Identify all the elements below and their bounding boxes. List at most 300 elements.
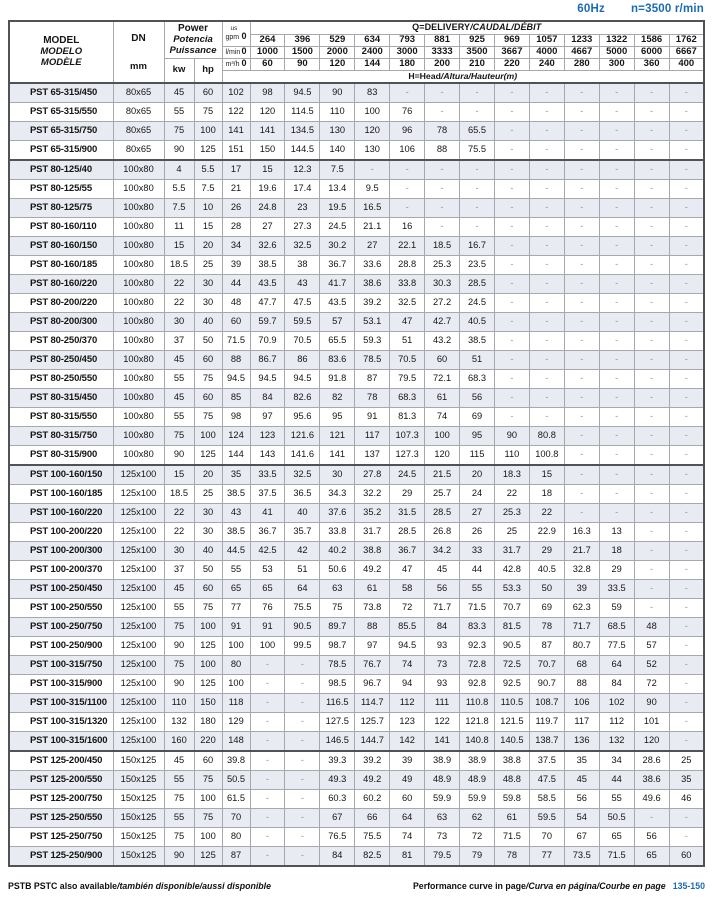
table-row xyxy=(9,790,704,809)
head-value-cell: 117 xyxy=(355,427,390,446)
model-cell: PST 100-315/1100 xyxy=(9,694,113,713)
head-value-cell: 38.9 xyxy=(425,751,460,771)
head-value-cell: 81.5 xyxy=(494,618,529,637)
head-value-cell: - xyxy=(669,294,704,313)
head-value-cell: 18.5 xyxy=(425,237,460,256)
head-value-cell: - xyxy=(669,504,704,523)
head-value-cell: 77 xyxy=(529,847,564,867)
head-value-cell: 16.7 xyxy=(460,237,495,256)
head-value-cell: 40.2 xyxy=(320,542,355,561)
head-value-cell: 61 xyxy=(494,809,529,828)
head-value-cell: - xyxy=(599,180,634,199)
head-value-cell: - xyxy=(564,160,599,180)
head-value-cell: - xyxy=(599,199,634,218)
head-value-cell: 81.3 xyxy=(390,408,425,427)
head-value-cell: - xyxy=(564,427,599,446)
head-value-cell: 94 xyxy=(390,675,425,694)
head-value-cell: 142 xyxy=(390,732,425,752)
head-value-cell: 30.2 xyxy=(320,237,355,256)
hp-cell: 100 xyxy=(194,618,222,637)
head-value-cell: 94.5 xyxy=(285,83,320,103)
hp-cell: 100 xyxy=(194,656,222,675)
head-value-cell: 94.5 xyxy=(250,370,285,389)
flow-value-cell: 396 xyxy=(285,34,320,46)
head-value-cell: 121.6 xyxy=(285,427,320,446)
head-value-cell: 27 xyxy=(460,504,495,523)
head-value-cell: 41.7 xyxy=(320,275,355,294)
head-value-cell: - xyxy=(494,389,529,408)
head-value-cell: 48 xyxy=(222,294,250,313)
table-row xyxy=(9,504,704,523)
head-value-cell: 38.9 xyxy=(460,751,495,771)
head-value-cell: 38.8 xyxy=(355,542,390,561)
head-value-cell: - xyxy=(285,694,320,713)
head-value-cell: 136 xyxy=(564,732,599,752)
head-value-cell: 45 xyxy=(564,771,599,790)
head-value-cell: - xyxy=(669,599,704,618)
dn-cell: 125x100 xyxy=(113,694,164,713)
dn-cell: 80x65 xyxy=(113,83,164,103)
head-value-cell: - xyxy=(599,122,634,141)
head-value-cell: 102 xyxy=(599,694,634,713)
head-value-cell: 94.5 xyxy=(222,370,250,389)
head-value-cell: - xyxy=(460,180,495,199)
head-value-cell: 35.2 xyxy=(355,504,390,523)
head-value-cell: 34 xyxy=(222,237,250,256)
table-row xyxy=(9,256,704,275)
hp-cell: 125 xyxy=(194,637,222,656)
head-value-cell: - xyxy=(669,237,704,256)
head-value-cell: 41 xyxy=(250,504,285,523)
head-value-cell: 94.5 xyxy=(390,637,425,656)
head-value-cell: 125.7 xyxy=(355,713,390,732)
head-value-cell: - xyxy=(285,771,320,790)
hp-cell: 50 xyxy=(194,332,222,351)
head-value-cell: 140.5 xyxy=(494,732,529,752)
head-value-cell: 42 xyxy=(285,542,320,561)
head-value-cell: 42.5 xyxy=(250,542,285,561)
head-value-cell: - xyxy=(669,332,704,351)
head-value-cell: 44.5 xyxy=(222,542,250,561)
table-row xyxy=(9,141,704,161)
dn-label: DN xyxy=(131,32,146,44)
head-value-cell: 53.1 xyxy=(355,313,390,332)
head-value-cell: 76.5 xyxy=(320,828,355,847)
head-value-cell: - xyxy=(494,83,529,103)
head-value-cell: 106 xyxy=(390,141,425,161)
head-value-cell: 26 xyxy=(460,523,495,542)
head-value-cell: 87 xyxy=(355,370,390,389)
head-value-cell: 59.3 xyxy=(355,332,390,351)
head-value-cell: - xyxy=(599,256,634,275)
head-value-cell: 57 xyxy=(320,313,355,332)
table-row xyxy=(9,294,704,313)
head-value-cell: - xyxy=(669,275,704,294)
speed-note xyxy=(577,3,704,15)
head-value-cell: 84 xyxy=(320,847,355,867)
power-column-header xyxy=(164,21,222,58)
head-value-cell: 71.5 xyxy=(222,332,250,351)
head-value-cell: - xyxy=(494,370,529,389)
head-value-cell: - xyxy=(250,790,285,809)
head-value-cell: 50.5 xyxy=(599,809,634,828)
kw-cell: 75 xyxy=(164,656,194,675)
head-value-cell: 70.7 xyxy=(494,599,529,618)
kw-cell: 55 xyxy=(164,103,194,122)
head-value-cell: 117 xyxy=(564,713,599,732)
head-value-cell: 31.5 xyxy=(390,504,425,523)
model-cell: PST 80-315/750 xyxy=(9,427,113,446)
head-value-cell: 59.5 xyxy=(529,809,564,828)
model-cell: PST 100-250/550 xyxy=(9,599,113,618)
hp-cell: 75 xyxy=(194,809,222,828)
head-value-cell: 49.3 xyxy=(320,771,355,790)
hp-cell: 40 xyxy=(194,313,222,332)
head-value-cell: - xyxy=(285,675,320,694)
head-value-cell: 70 xyxy=(529,828,564,847)
flow-value-cell: 2400 xyxy=(355,46,390,58)
head-value-cell: 58.5 xyxy=(529,790,564,809)
head-value-cell: - xyxy=(285,790,320,809)
flow-value-cell: 2000 xyxy=(320,46,355,58)
kw-cell: 55 xyxy=(164,370,194,389)
kw-cell: 45 xyxy=(164,389,194,408)
head-value-cell: 48.9 xyxy=(425,771,460,790)
head-value-cell: - xyxy=(529,275,564,294)
table-row xyxy=(9,523,704,542)
head-value-cell: - xyxy=(564,141,599,161)
head-value-cell: 7.5 xyxy=(320,160,355,180)
head-value-cell: 79.5 xyxy=(390,370,425,389)
head-value-cell: 50 xyxy=(529,580,564,599)
kw-cell: 30 xyxy=(164,313,194,332)
head-value-cell: 62 xyxy=(460,809,495,828)
dn-cell: 100x80 xyxy=(113,294,164,313)
head-value-cell: 34.3 xyxy=(320,485,355,504)
head-value-cell: - xyxy=(634,218,669,237)
head-value-cell: 28.5 xyxy=(425,504,460,523)
table-row xyxy=(9,847,704,867)
head-value-cell: 80.8 xyxy=(529,427,564,446)
head-value-cell: - xyxy=(669,809,704,828)
model-cell: PST 125-250/550 xyxy=(9,809,113,828)
head-value-cell: 95 xyxy=(460,427,495,446)
head-value-cell: 91 xyxy=(222,618,250,637)
head-value-cell: 111 xyxy=(425,694,460,713)
head-value-cell: - xyxy=(634,256,669,275)
head-value-cell: - xyxy=(564,294,599,313)
head-value-cell: 127.3 xyxy=(390,446,425,466)
head-value-cell: - xyxy=(599,485,634,504)
dn-cell: 100x80 xyxy=(113,446,164,466)
kw-cell: 45 xyxy=(164,751,194,771)
dn-cell: 100x80 xyxy=(113,370,164,389)
head-value-cell: - xyxy=(250,656,285,675)
head-value-cell: - xyxy=(529,160,564,180)
head-value-cell: - xyxy=(669,180,704,199)
head-value-cell: 98.7 xyxy=(320,637,355,656)
head-value-cell: 35.7 xyxy=(285,523,320,542)
dn-cell: 100x80 xyxy=(113,351,164,370)
head-value-cell: 90.5 xyxy=(494,637,529,656)
head-value-cell: - xyxy=(634,427,669,446)
head-value-cell: - xyxy=(529,408,564,427)
dn-cell: 150x125 xyxy=(113,847,164,867)
head-value-cell: - xyxy=(669,351,704,370)
head-value-cell: 74 xyxy=(390,828,425,847)
model-cell: PST 80-160/110 xyxy=(9,218,113,237)
model-cell: PST 125-200/450 xyxy=(9,751,113,771)
head-value-cell: - xyxy=(599,103,634,122)
head-value-cell: 75.5 xyxy=(285,599,320,618)
dn-cell: 100x80 xyxy=(113,408,164,427)
head-value-cell: - xyxy=(285,751,320,771)
head-value-cell: 78 xyxy=(529,618,564,637)
head-value-cell: 60 xyxy=(222,313,250,332)
head-value-cell: 17 xyxy=(222,160,250,180)
head-value-cell: 39 xyxy=(222,256,250,275)
head-value-cell: 51 xyxy=(285,561,320,580)
head-value-cell: 22.9 xyxy=(529,523,564,542)
head-value-cell: 26 xyxy=(222,199,250,218)
head-value-cell: 16.5 xyxy=(355,199,390,218)
table-row xyxy=(9,694,704,713)
table-header xyxy=(9,21,704,83)
flow-value-cell: 1233 xyxy=(564,34,599,46)
head-value-cell: - xyxy=(390,180,425,199)
head-value-cell: 130 xyxy=(355,141,390,161)
table-row xyxy=(9,332,704,351)
head-value-cell: 95 xyxy=(320,408,355,427)
head-value-cell: 100 xyxy=(355,103,390,122)
head-value-cell: 20 xyxy=(460,465,495,485)
head-value-cell: 65.5 xyxy=(320,332,355,351)
kw-cell: 90 xyxy=(164,141,194,161)
kw-cell: 4 xyxy=(164,160,194,180)
pump-performance-table xyxy=(8,20,705,867)
head-value-cell: - xyxy=(355,160,390,180)
head-value-cell: - xyxy=(425,103,460,122)
flow-value-cell: 3667 xyxy=(494,46,529,58)
kw-cell: 75 xyxy=(164,828,194,847)
kw-cell: 55 xyxy=(164,809,194,828)
head-value-cell: 48 xyxy=(634,618,669,637)
model-cell: PST 100-200/300 xyxy=(9,542,113,561)
hp-cell: 125 xyxy=(194,446,222,466)
head-value-cell: - xyxy=(599,446,634,466)
flow-value-cell: 1322 xyxy=(599,34,634,46)
head-value-cell: - xyxy=(634,809,669,828)
head-value-cell: - xyxy=(390,83,425,103)
head-value-cell: - xyxy=(564,180,599,199)
head-value-cell: 32.5 xyxy=(285,465,320,485)
dn-cell: 150x125 xyxy=(113,809,164,828)
head-value-cell: 67 xyxy=(320,809,355,828)
head-value-cell: 122 xyxy=(425,713,460,732)
head-value-cell: 112 xyxy=(390,694,425,713)
kw-cell: 45 xyxy=(164,83,194,103)
kw-cell: 75 xyxy=(164,790,194,809)
model-cell: PST 125-250/750 xyxy=(9,828,113,847)
kw-cell: 45 xyxy=(164,580,194,599)
head-value-cell: 23.5 xyxy=(460,256,495,275)
head-value-cell: - xyxy=(494,160,529,180)
table-row xyxy=(9,370,704,389)
head-value-cell: - xyxy=(599,427,634,446)
head-value-cell: 47 xyxy=(390,313,425,332)
head-value-cell: 39 xyxy=(390,751,425,771)
head-value-cell: - xyxy=(634,446,669,466)
flow-value-cell: 60 xyxy=(250,58,285,70)
head-value-cell: 35 xyxy=(222,465,250,485)
head-value-cell: 96.7 xyxy=(355,675,390,694)
kw-cell: 7.5 xyxy=(164,199,194,218)
head-value-cell: 73 xyxy=(425,656,460,675)
flow-value-cell: 1500 xyxy=(285,46,320,58)
head-value-cell: 85 xyxy=(222,389,250,408)
head-value-cell: 46 xyxy=(669,790,704,809)
head-value-cell: 19.6 xyxy=(250,180,285,199)
head-value-cell: 38.5 xyxy=(222,485,250,504)
head-value-cell: 75.5 xyxy=(355,828,390,847)
head-value-cell: 91 xyxy=(250,618,285,637)
hp-column-header: hp xyxy=(194,58,222,83)
flow-value-cell: 200 xyxy=(425,58,460,70)
head-value-cell: 83.6 xyxy=(320,351,355,370)
head-value-cell: 66 xyxy=(355,809,390,828)
hp-cell: 25 xyxy=(194,256,222,275)
head-value-cell: 88 xyxy=(425,141,460,161)
table-row xyxy=(9,618,704,637)
head-value-cell: 114.7 xyxy=(355,694,390,713)
head-value-cell: 108.7 xyxy=(529,694,564,713)
head-value-cell: - xyxy=(285,809,320,828)
dn-cell: 100x80 xyxy=(113,389,164,408)
head-value-cell: - xyxy=(634,599,669,618)
head-value-cell: 141 xyxy=(222,122,250,141)
power-header-es: Potencia xyxy=(173,33,213,45)
flow-value-cell: 529 xyxy=(320,34,355,46)
head-value-cell: 28.8 xyxy=(390,256,425,275)
head-value-cell: 28.5 xyxy=(390,523,425,542)
hp-cell: 75 xyxy=(194,103,222,122)
model-header-fr: MODÈLE xyxy=(40,56,82,68)
head-value-cell: 78.5 xyxy=(320,656,355,675)
head-value-cell: 47.7 xyxy=(250,294,285,313)
head-value-cell: 55 xyxy=(599,790,634,809)
head-value-cell: 64 xyxy=(285,580,320,599)
kw-cell: 22 xyxy=(164,275,194,294)
model-cell: PST 100-250/450 xyxy=(9,580,113,599)
head-value-cell: - xyxy=(669,218,704,237)
head-value-cell: 74 xyxy=(390,656,425,675)
hp-cell: 100 xyxy=(194,427,222,446)
kw-cell: 15 xyxy=(164,465,194,485)
head-value-cell: 121.5 xyxy=(494,713,529,732)
head-value-cell: 70.9 xyxy=(250,332,285,351)
head-value-cell: 144 xyxy=(222,446,250,466)
head-value-cell: - xyxy=(669,122,704,141)
head-value-cell: 78 xyxy=(355,389,390,408)
head-value-cell: 59.9 xyxy=(425,790,460,809)
table-row xyxy=(9,180,704,199)
head-value-cell: - xyxy=(669,465,704,485)
head-value-cell: - xyxy=(285,732,320,752)
head-value-cell: 87 xyxy=(222,847,250,867)
head-value-cell: 44 xyxy=(460,561,495,580)
head-value-cell: 21.1 xyxy=(355,218,390,237)
head-value-cell: - xyxy=(669,713,704,732)
hp-cell: 25 xyxy=(194,485,222,504)
head-value-cell: - xyxy=(564,256,599,275)
model-cell: PST 80-160/185 xyxy=(9,256,113,275)
head-value-cell: - xyxy=(564,218,599,237)
head-value-cell: 114.5 xyxy=(285,103,320,122)
head-value-cell: 22 xyxy=(494,485,529,504)
hp-cell: 20 xyxy=(194,237,222,256)
head-value-cell: 71.7 xyxy=(564,618,599,637)
model-cell: PST 100-160/185 xyxy=(9,485,113,504)
head-value-cell: - xyxy=(250,732,285,752)
kw-cell: 22 xyxy=(164,523,194,542)
head-value-cell: - xyxy=(599,83,634,103)
head-value-cell: 85.5 xyxy=(390,618,425,637)
model-cell: PST 80-315/450 xyxy=(9,389,113,408)
curve-page-note: Performance curve in page/Curva en página/Courbe en page 135-150 xyxy=(412,881,705,891)
head-value-cell: 35 xyxy=(564,751,599,771)
head-value-cell: 18.3 xyxy=(494,465,529,485)
rpm-label: n=3500 r/min xyxy=(630,3,704,15)
hp-cell: 125 xyxy=(194,847,222,867)
head-value-cell: 144.5 xyxy=(285,141,320,161)
hp-cell: 30 xyxy=(194,523,222,542)
flow-value-cell: 120 xyxy=(320,58,355,70)
model-cell: PST 65-315/900 xyxy=(9,141,113,161)
head-value-cell: 98 xyxy=(222,408,250,427)
head-value-cell: 110.8 xyxy=(460,694,495,713)
head-value-cell: 134.5 xyxy=(285,122,320,141)
head-value-cell: 49.2 xyxy=(355,561,390,580)
head-value-cell: 44 xyxy=(599,771,634,790)
kw-cell: 110 xyxy=(164,694,194,713)
head-value-cell: 76 xyxy=(390,103,425,122)
head-value-cell: - xyxy=(669,199,704,218)
head-value-cell: 72 xyxy=(390,599,425,618)
head-value-cell: - xyxy=(669,542,704,561)
head-value-cell: - xyxy=(564,332,599,351)
head-value-cell: 61 xyxy=(355,580,390,599)
head-value-cell: 50.5 xyxy=(222,771,250,790)
head-value-cell: 65 xyxy=(599,828,634,847)
head-value-cell: 86.7 xyxy=(250,351,285,370)
head-value-cell: 39.2 xyxy=(355,751,390,771)
head-value-cell: 73 xyxy=(425,828,460,847)
head-value-cell: 56 xyxy=(460,389,495,408)
dn-cell: 100x80 xyxy=(113,199,164,218)
head-value-cell: 92.8 xyxy=(460,675,495,694)
head-value-cell: 31.7 xyxy=(494,542,529,561)
head-value-cell: - xyxy=(669,523,704,542)
head-value-cell: 79 xyxy=(460,847,495,867)
head-value-cell: 92.3 xyxy=(460,637,495,656)
table-row xyxy=(9,580,704,599)
head-value-cell: 81 xyxy=(390,847,425,867)
head-value-cell: - xyxy=(494,180,529,199)
model-cell: PST 80-125/75 xyxy=(9,199,113,218)
head-value-cell: 140 xyxy=(320,141,355,161)
head-value-cell: 118 xyxy=(222,694,250,713)
model-cell: PST 100-160/150 xyxy=(9,465,113,485)
